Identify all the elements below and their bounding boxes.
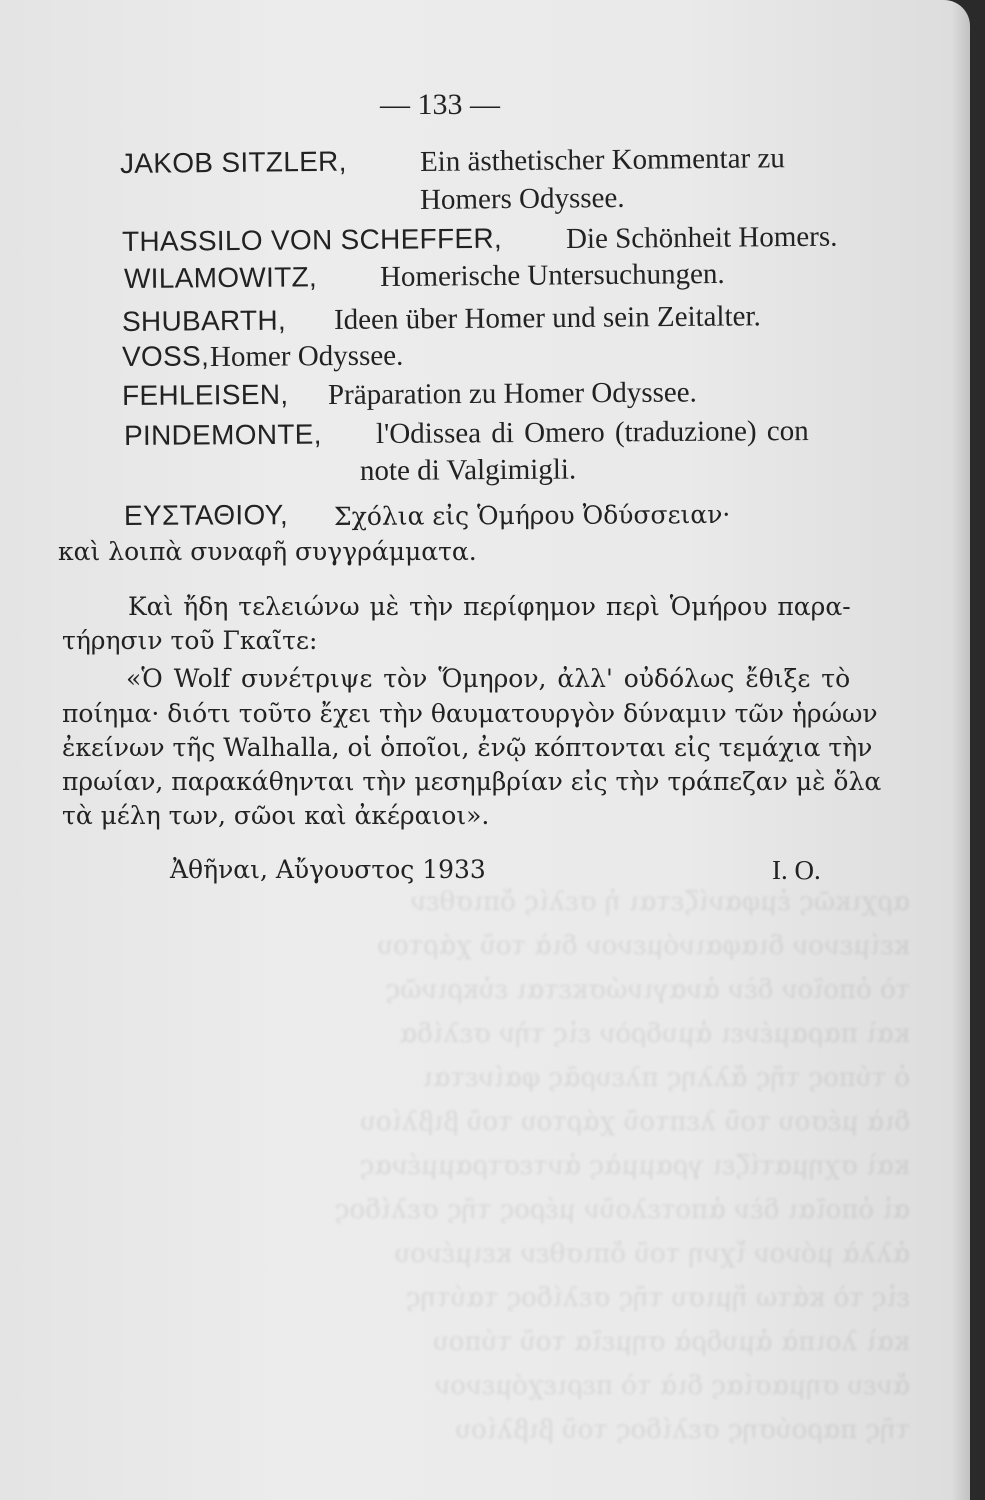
- bib-entry-7-author: PINDEMONTE,: [123, 418, 322, 451]
- quote-line-3: ἐκείνων τῆς Walhalla, οἱ ὁποῖοι, ἐνῷ κόπτονται εἰς τεμάχια τὴν: [62, 733, 873, 762]
- bib-entry-7-title-cont: note di Valgimigli.: [359, 453, 577, 487]
- bib-entry-2-title: Die Schönheit Homers.: [565, 220, 838, 255]
- bib-entry-1-title-cont: Homers Odyssee.: [419, 181, 625, 216]
- quote-line-2: ποίημα· διότι τοῦτο ἔχει τὴν θαυματουργὸν δύναμιν τῶν ἡρώων: [62, 699, 878, 728]
- quote-line-4: πρωίαν, παρακάθηνται τὴν μεσημβρίαν εἰς τὴν τράπεζαν μὲ ὅλα: [62, 767, 882, 796]
- bib-entry-3-author: WILAMOWITZ,: [123, 261, 318, 294]
- bib-entry-8-title-cont: καὶ λοιπὰ συναφῆ συγγράμματα.: [58, 537, 477, 566]
- signature-initials: Ι. Ο.: [772, 855, 821, 885]
- bib-entry-8-title: Σχόλια εἰς Ὁμήρου Ὀδύσσειαν·: [333, 499, 731, 531]
- bib-entry-2-author: THASSILO VON SCHEFFER,: [121, 222, 503, 257]
- bib-entry-6-author: FEHLEISEN,: [121, 378, 289, 411]
- bib-entry-5-author: VOSS,: [121, 340, 210, 372]
- page-number: — 133 —: [380, 88, 500, 121]
- bib-entry-1-author: JAKOB SITZLER,: [119, 145, 347, 179]
- bib-entry-5-title: Homer Odyssee.: [209, 339, 404, 373]
- bib-entry-4-author: SHUBARTH,: [121, 304, 287, 337]
- signature-place-date: Ἀθῆναι, Αὔγουστος 1933: [170, 855, 486, 884]
- bleed-through-text: αρχικῶς ἐμφανίζεται ἡ σελίς ὄπισθεν κείμενον διαφαινόμενον διὰ τοῦ χάρτου τὸ ὁποῖον δὲν ἀναγινώσκεται εὐκρινῶς καὶ παραμένει ἀμυδρὸν εἰς τὴν σελίδα ὁ τύπος τῆς ἄλλης πλευρᾶς φαίνεται διὰ μέσου τοῦ λεπτοῦ χάρτου τοῦ βιβλίου καὶ σχηματίζει γραμμὰς ἀντεστραμμένας αἱ ὁποῖαι δὲν ἀποτελοῦν μέρος τῆς σελίδος ἀλλὰ μόνον ἴχνη τοῦ ὄπισθεν κειμένου εἰς τὸ κάτω ἥμισυ τῆς σελίδος ταύτης καὶ λοιπὰ ἀμυδρὰ σημεῖα τοῦ τύπου ἄνευ σημασίας διὰ τὸ περιεχόμενον τῆς παρούσης σελίδος τοῦ βιβλίου: [334, 887, 910, 1445]
- closing-line-1: Καὶ ἤδη τελειώνω μὲ τὴν περίφημον περὶ Ὁμήρου παρα-: [128, 592, 851, 621]
- bib-entry-6-title: Präparation zu Homer Odyssee.: [327, 376, 697, 411]
- bib-entry-7-title: l'Odissea di Omero (traduzione) con: [375, 414, 809, 450]
- quote-line-5: τὰ μέλη των, σῶοι καὶ ἀκέραιοι».: [62, 801, 490, 830]
- bib-entry-1-title: Ein ästhetischer Kommentar zu: [419, 142, 785, 178]
- closing-line-2: τήρησιν τοῦ Γκαῖτε:: [62, 626, 318, 655]
- bib-entry-8-author: ΕΥΣΤΑΘΙΟΥ,: [123, 499, 289, 531]
- quote-line-1: «Ὁ Wolf συνέτριψε τὸν Ὅμηρον, ἀλλ' οὐδόλως ἔθιξε τὸ: [126, 664, 851, 693]
- bib-entry-3-title: Homerische Untersuchungen.: [379, 257, 725, 293]
- bib-entry-4-title: Ideen über Homer und sein Zeitalter.: [333, 300, 761, 336]
